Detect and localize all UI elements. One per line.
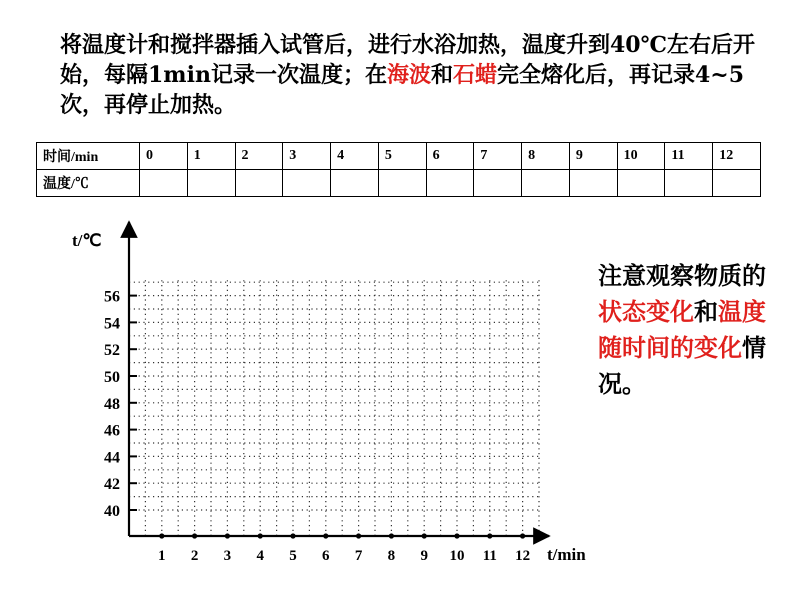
time-cell: 11 — [665, 143, 713, 170]
x-tick-label: 5 — [289, 548, 297, 564]
y-tick-label: 44 — [104, 449, 120, 467]
x-tick-label: 1 — [158, 548, 166, 564]
x-tick-mark — [258, 533, 263, 538]
time-cell: 4 — [331, 143, 379, 170]
time-cell: 7 — [474, 143, 522, 170]
x-tick-mark — [290, 533, 295, 538]
x-tick-mark — [389, 533, 394, 538]
x-tick-label: 12 — [515, 548, 531, 564]
highlight-shila: 石蜡 — [452, 62, 497, 88]
intro-part1: 将温度计和搅拌器插入试管后，进行水浴加热，温度升到40℃左右后开始，每隔1min记录一次温度；在 — [60, 32, 755, 88]
x-tick-mark — [422, 533, 427, 538]
time-cell: 5 — [378, 143, 426, 170]
y-tick-label: 50 — [104, 369, 120, 386]
time-cell: 10 — [617, 143, 665, 170]
note-text-1: 注意观察物质的 — [598, 262, 766, 290]
time-cell: 2 — [235, 143, 283, 170]
x-tick-mark — [323, 533, 328, 538]
x-tick-label: 3 — [223, 548, 232, 564]
x-tick-mark — [225, 533, 230, 538]
x-tick-label: 11 — [482, 548, 497, 564]
note-text-2: 和 — [694, 298, 718, 326]
intro-part2: 和 — [430, 62, 453, 88]
y-tick-label: 48 — [104, 395, 120, 413]
time-cell: 0 — [140, 143, 188, 170]
chart-grid — [129, 280, 539, 536]
temperature-header: 温度/℃ — [37, 170, 140, 197]
x-tick-label: 4 — [256, 548, 264, 564]
time-cell: 8 — [522, 143, 570, 170]
note-highlight-temperature: 温度随时间的变化 — [598, 298, 766, 362]
x-tick-label: 10 — [449, 548, 465, 564]
x-tick-mark — [487, 533, 492, 538]
y-tick-label: 52 — [104, 342, 120, 360]
x-axis-label: t/min — [547, 545, 586, 564]
x-tick-label: 7 — [354, 548, 363, 564]
y-axis-label: t/℃ — [72, 231, 102, 250]
intro-part3: 完全熔化后，再记录4~5次，再停止加热。 — [60, 62, 745, 118]
x-tick-label: 9 — [420, 548, 428, 564]
x-tick-mark — [520, 533, 525, 538]
time-cell: 3 — [283, 143, 331, 170]
time-cell: 1 — [187, 143, 235, 170]
note-text-3: 情况。 — [598, 334, 766, 398]
y-tick-label: 56 — [104, 288, 120, 306]
x-tick-label: 6 — [322, 548, 330, 564]
time-cell: 12 — [713, 143, 761, 170]
highlight-haibo: 海波 — [386, 62, 431, 88]
time-cell: 6 — [426, 143, 474, 170]
y-tick-label: 42 — [104, 476, 120, 494]
x-tick-mark — [192, 533, 197, 538]
y-tick-label: 54 — [104, 315, 120, 333]
x-tick-label: 8 — [387, 548, 396, 564]
note-highlight-state: 状态变化 — [598, 298, 694, 326]
y-tick-label: 40 — [104, 503, 120, 520]
x-tick-label: 2 — [190, 548, 199, 564]
x-tick-mark — [454, 533, 459, 538]
time-cell: 9 — [569, 143, 617, 170]
time-header: 时间/min — [37, 143, 140, 170]
y-tick-label: 46 — [104, 422, 120, 440]
x-tick-mark — [356, 533, 361, 538]
observation-note — [598, 258, 768, 402]
x-tick-mark — [159, 533, 164, 538]
